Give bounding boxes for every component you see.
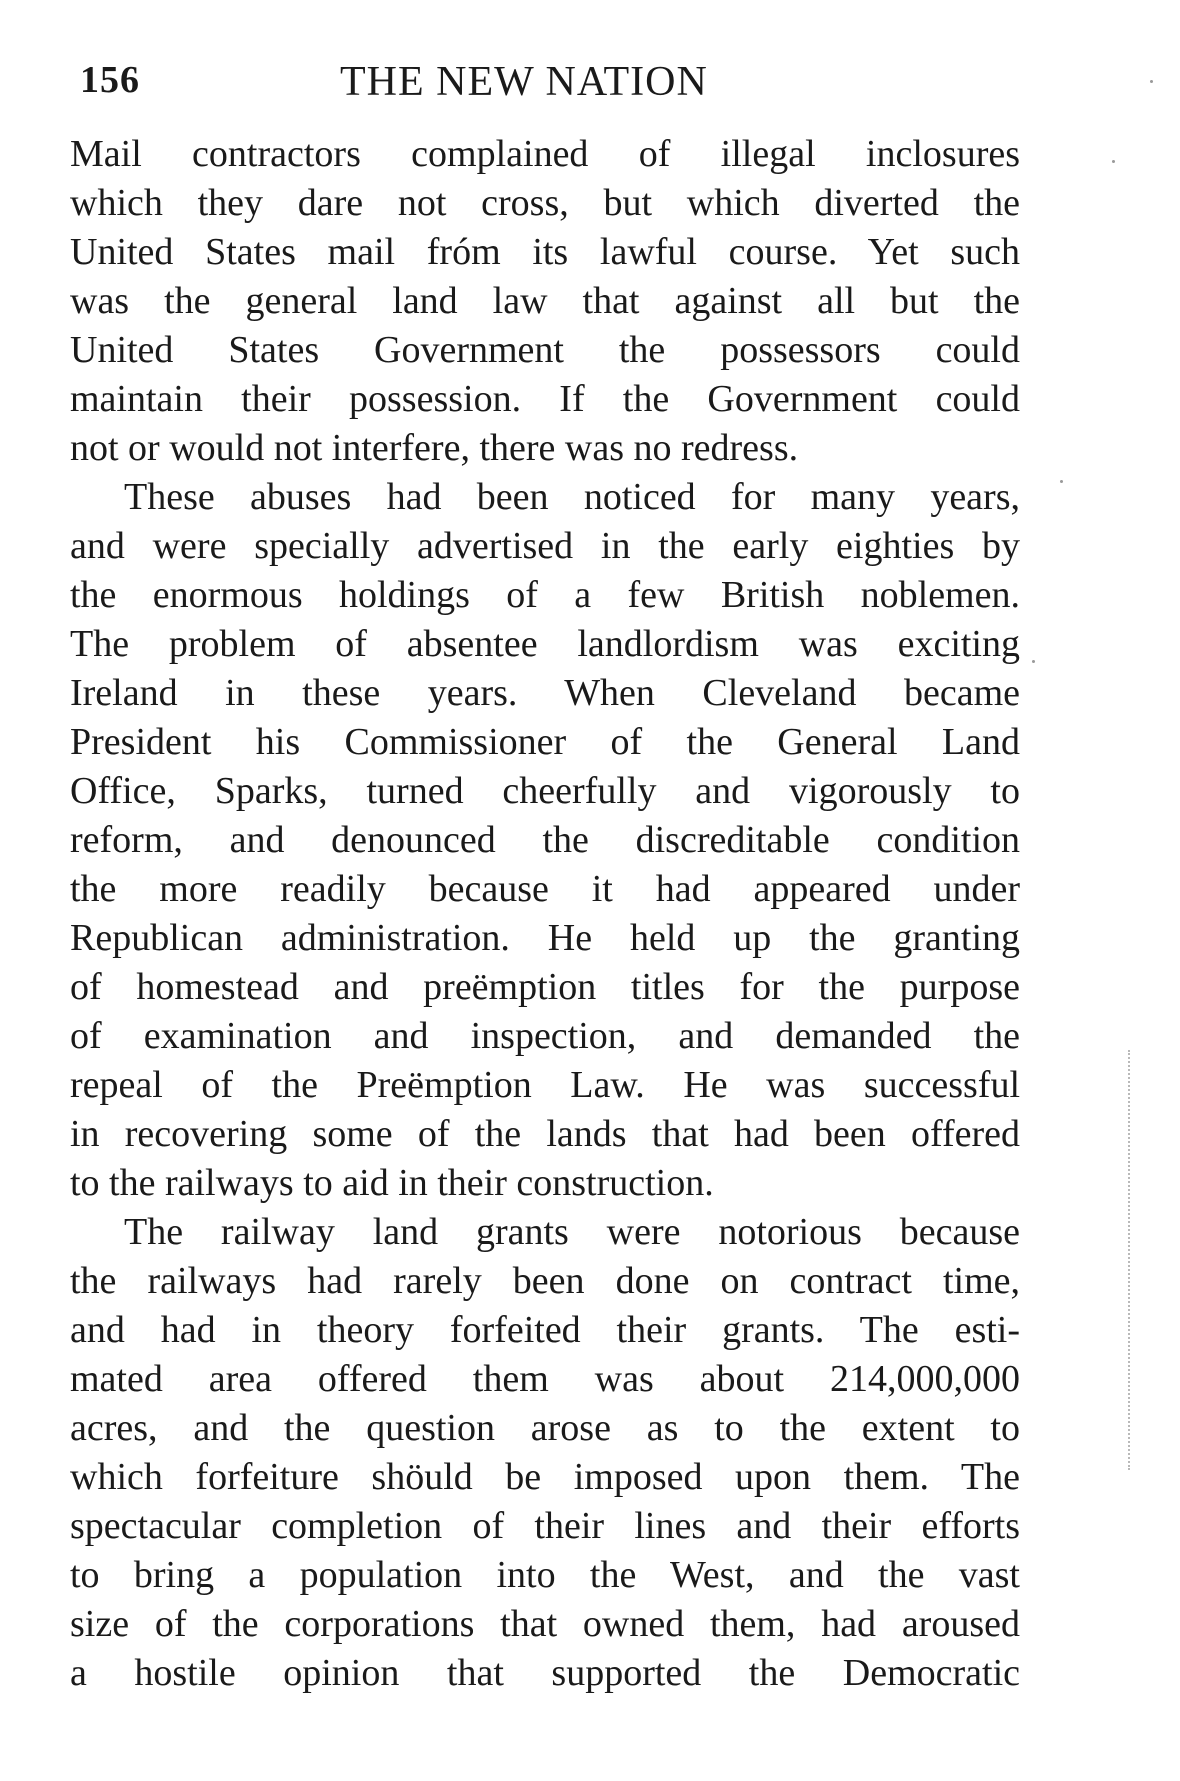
text-line: Ireland in these years. When Cleveland became — [70, 672, 1020, 714]
text-line: of examination and inspection, and demanded the — [70, 1015, 1020, 1057]
text-line: Office, Sparks, turned cheerfully and vigorously to — [70, 770, 1020, 812]
text-line: the railways had rarely been done on contract time, — [70, 1260, 1020, 1302]
scan-speck — [1112, 160, 1115, 163]
text-line: to bring a population into the West, and the vast — [70, 1554, 1020, 1596]
scan-speck — [1150, 80, 1153, 83]
text-line: and had in theory forfeited their grants. The esti- — [70, 1309, 1020, 1351]
text-line: The problem of absentee landlordism was exciting — [70, 623, 1020, 665]
scan-speck — [1060, 480, 1063, 483]
text-line: was the general land law that against all but the — [70, 280, 1020, 322]
text-line: These abuses had been noticed for many years, — [124, 476, 1020, 518]
text-line: President his Commissioner of the General Land — [70, 721, 1020, 763]
text-line: maintain their possession. If the Government could — [70, 378, 1020, 420]
text-line: in recovering some of the lands that had been offered — [70, 1113, 1020, 1155]
text-line: acres, and the question arose as to the extent to — [70, 1407, 1020, 1449]
scan-margin-artifact — [1128, 1050, 1134, 1470]
running-head: THE NEW NATION — [340, 59, 708, 105]
text-line: not or would not interfere, there was no redress. — [70, 427, 799, 469]
text-line: reform, and denounced the discreditable condition — [70, 819, 1020, 861]
text-line: spectacular completion of their lines and their efforts — [70, 1505, 1020, 1547]
text-line: United States mail fróm its lawful course. Yet such — [70, 231, 1020, 273]
text-line: a hostile opinion that supported the Democratic — [70, 1652, 1020, 1694]
text-line: the more readily because it had appeared under — [70, 868, 1020, 910]
text-line: which they dare not cross, but which diverted the — [70, 182, 1020, 224]
text-line: which forfeiture shöuld be imposed upon them. The — [70, 1456, 1020, 1498]
text-line: to the railways to aid in their construction. — [70, 1162, 714, 1204]
text-line: of homestead and preëmption titles for the purpose — [70, 966, 1020, 1008]
text-line: The railway land grants were notorious because — [124, 1211, 1020, 1253]
text-line: repeal of the Preëmption Law. He was successful — [70, 1064, 1020, 1106]
page-number: 156 — [80, 59, 140, 101]
text-line: and were specially advertised in the early eighties by — [70, 525, 1020, 567]
text-line: United States Government the possessors could — [70, 329, 1020, 371]
scan-speck — [1032, 660, 1035, 663]
text-line: size of the corporations that owned them, had aroused — [70, 1603, 1020, 1645]
text-line: the enormous holdings of a few British noblemen. — [70, 574, 1020, 616]
text-line: Mail contractors complained of illegal inclosures — [70, 133, 1020, 175]
page-header — [80, 58, 1000, 118]
body-text — [70, 130, 1020, 1698]
text-line: mated area offered them was about 214,000,000 — [70, 1358, 1020, 1400]
text-line: Republican administration. He held up the granting — [70, 917, 1020, 959]
